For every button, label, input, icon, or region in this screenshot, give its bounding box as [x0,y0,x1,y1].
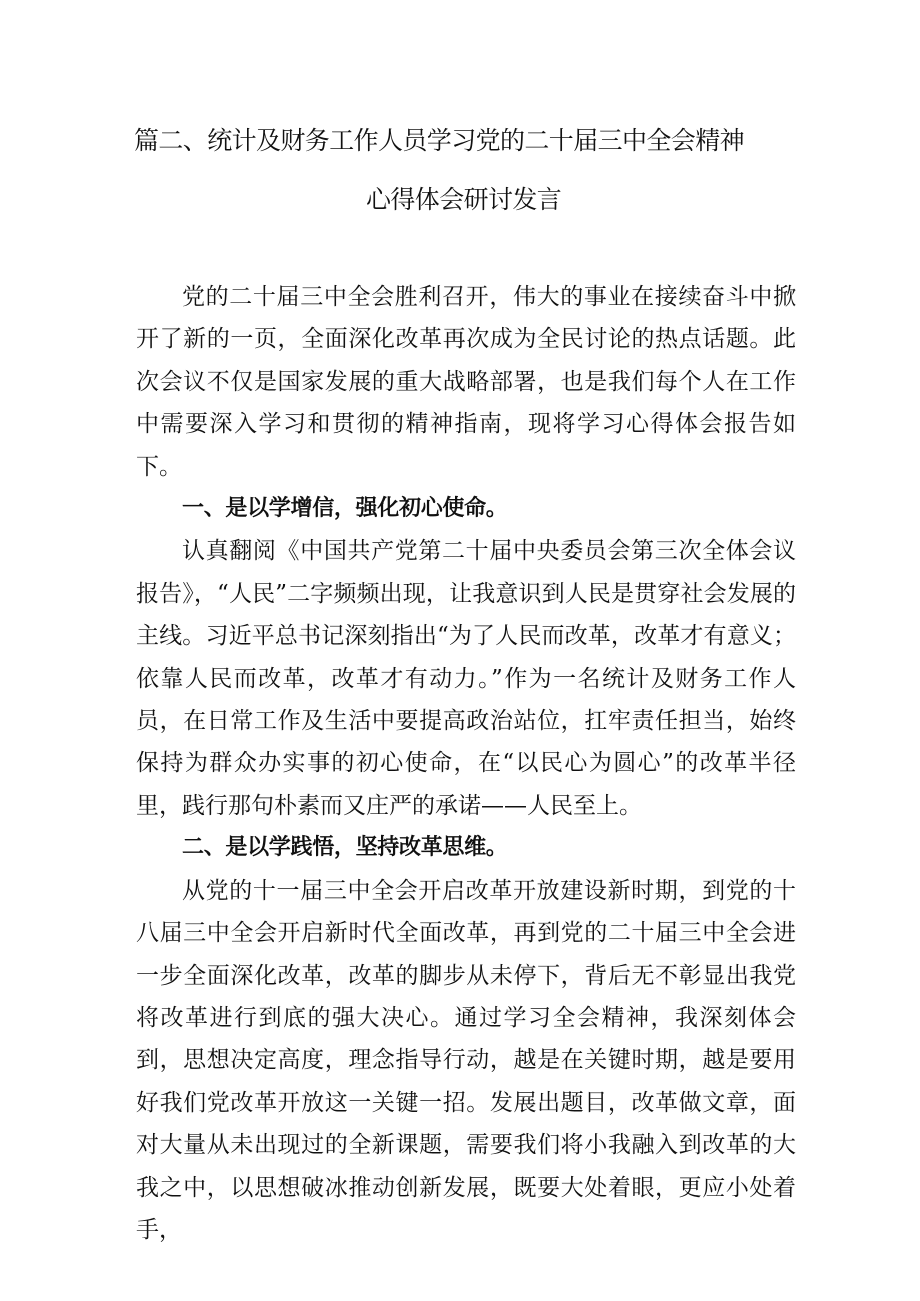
document-title-line-2: 心得体会研讨发言 [366,185,562,214]
section-2-heading: 二、是以学践悟，坚持改革思维。 [182,835,508,861]
document-title-line-1: 篇二、统计及财务工作人员学习党的二十届三中全会精神 [134,126,745,155]
document-body [136,276,796,1251]
intro-paragraph: 党的二十届三中全会胜利召开，伟大的事业在接续奋斗中掀开了新的一页，全面深化改革再次成为全民讨论的热点话题。此次会议不仅是国家发展的重大战略部署，也是我们每个人在工作中需要深入学习和贯彻的精神指南，现将学习心得体会报告如下。 [136,284,796,480]
section-2-paragraph: 从党的十一届三中全会开启改革开放建设新时期，到党的十八届三中全会开启新时代全面改革，再到党的二十届三中全会进一步全面深化改革，改革的脚步从未停下，背后无不彰显出我党将改革进行到底的强大决心。通过学习全会精神，我深刻体会到，思想决定高度，理念指导行动，越是在关键时期，越是要用好我们党改革开放这一关键一招。发展出题目，改革做文章，面对大量从未出现过的全新课题，需要我们将小我融入到改革的大我之中，以思想破冰推动创新发展，既要大处着眼，更应小处着手， [136,877,796,1243]
section-1-paragraph: 认真翻阅《中国共产党第二十届中央委员会第三次全体会议报告》，“人民”二字频频出现，让我意识到人民是贯穿社会发展的主线。习近平总书记深刻指出“为了人民而改革，改革才有意义；依靠人民而改革，改革才有动力。”作为一名统计及财务工作人员，在日常工作及生活中要提高政治站位，扛牢责任担当，始终保持为群众办实事的初心使命，在“以民心为圆心”的改革半径里，践行那句朴素而又庄严的承诺——人民至上。 [136,538,796,819]
section-1-heading: 一、是以学增信，强化初心使命。 [182,496,508,522]
